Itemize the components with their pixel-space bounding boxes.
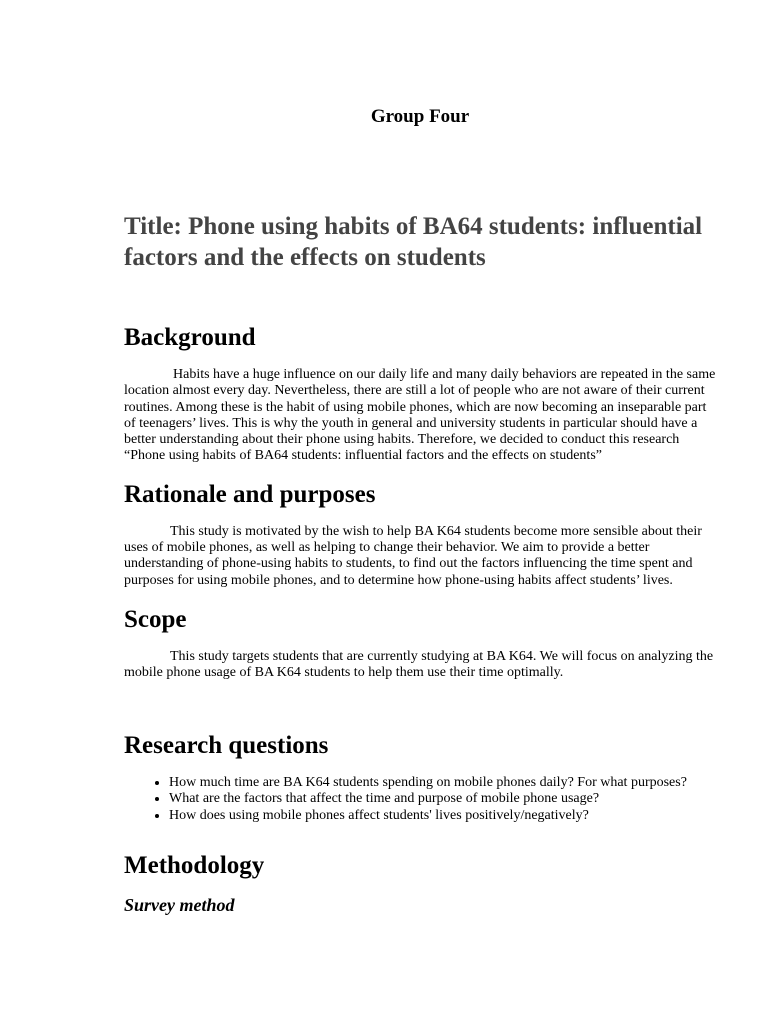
background-paragraph: Habits have a huge influence on our daily life and many daily behaviors are repeated in the same location almost every day. Nevertheless, there are still a lot of people who are not aware of their current routines. Among these is the habit of using mobile phones, which are now becoming an inseparable part of teenagers’ lives. This is why the youth in general and university students in particular should have a better understanding about their phone using habits. Therefore, we decided to conduct this research “Phone using habits of BA64 students: influential factors and the effects on students” (124, 367, 716, 464)
list-item: • How much time are BA K64 students spending on mobile phones daily? For what purposes? (169, 775, 716, 792)
background-heading: Background (124, 324, 256, 351)
document-title: Title: Phone using habits of BA64 students: influential factors and the effects on students (124, 213, 703, 271)
rationale-heading: Rationale and purposes (124, 480, 376, 508)
survey-method-subheading: Survey method (124, 895, 235, 916)
group-name: Group Four (370, 106, 470, 127)
research-questions-list (124, 775, 716, 825)
document-content (124, 211, 716, 916)
scope-heading: Scope (124, 605, 187, 633)
research-questions-heading: Research questions (124, 731, 329, 759)
list-item: • What are the factors that affect the time and purpose of mobile phone usage? (169, 791, 716, 808)
scope-paragraph: This study targets students that are currently studying at BA K64. We will focus on analyzing the mobile phone usage of BA K64 students to help them use their time optimally. (124, 648, 714, 681)
rationale-paragraph: This study is motivated by the wish to help BA K64 students become more sensible about their uses of mobile phones, as well as helping to change their behavior. We aim to provide a better understanding of phone-using habits to students, to find out the factors influencing the time spent and purposes for using mobile phones, and to determine how phone-using habits affect students’ lives. (124, 523, 702, 588)
methodology-heading: Methodology (124, 852, 265, 880)
list-item: • How does using mobile phones affect students' lives positively/negatively? (169, 808, 716, 825)
